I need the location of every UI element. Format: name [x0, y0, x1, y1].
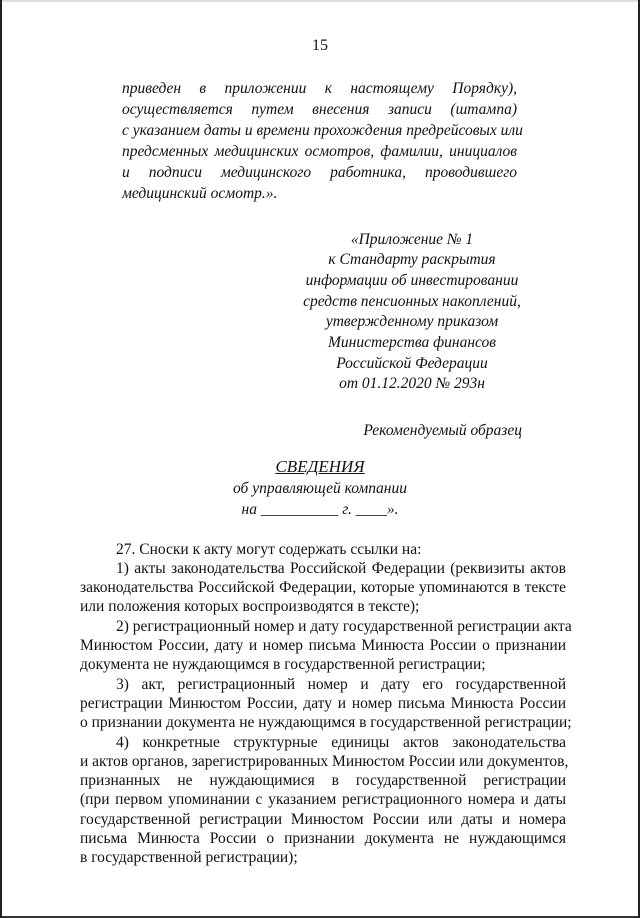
body-line: в государственной регистрации);: [80, 849, 298, 866]
body-line: Минюстом России, дату и номер письма Минюста России о признании: [80, 637, 566, 654]
body-line: 1) акты законодательства Российской Федерации (реквизиты актов: [116, 560, 566, 577]
intro-line: осуществляется путем внесения записи (штампа): [122, 101, 517, 118]
body-line: законодательства Российской Федерации, которые упоминаются в тексте: [80, 579, 566, 596]
intro-line: с указанием даты и времени прохождения предрейсовых или: [122, 122, 523, 139]
appendix-line: средств пенсионных накоплений,: [303, 293, 521, 310]
appendix-line: от 01.12.2020 № 293н: [339, 375, 485, 392]
body-line: письма Минюста России о признании документа не нуждающимся: [80, 830, 566, 847]
appendix-line: информации об инвестировании: [305, 272, 519, 289]
date-line: на __________ г. ____».: [241, 501, 399, 518]
body-line: 3) акт, регистрационный номер и дату его государственной: [116, 676, 566, 693]
document-title: СВЕДЕНИЯ: [275, 457, 365, 476]
sample-label: Рекомендуемый образец: [363, 422, 522, 439]
body-line: о признании документа не нуждающимся в государственной регистрации;: [80, 714, 572, 731]
intro-line: медицинский осмотр.».: [122, 185, 278, 202]
body-line: 4) конкретные структурные единицы актов законодательства: [116, 734, 566, 751]
intro-line: приведен в приложении к настоящему Порядку),: [122, 80, 517, 97]
body-line: (при первом упоминании с указанием регистрационного номера и даты: [80, 791, 566, 808]
intro-line: предсменных медицинских осмотров, фамилии, инициалов: [122, 143, 517, 160]
page-number: 15: [312, 37, 328, 54]
appendix-line: утвержденному приказом: [325, 313, 499, 330]
body-line: государственной регистрации Минюстом России или даты и номера: [80, 811, 566, 828]
body-line: признанных не нуждающимися в государственной регистрации: [80, 772, 566, 789]
appendix-line: Российской Федерации: [336, 355, 488, 372]
intro-line: и подписи медицинского работника, проводившего: [122, 164, 517, 181]
appendix-line: к Стандарту раскрытия: [328, 251, 496, 268]
body-line: 27. Сноски к акту могут содержать ссылки на:: [116, 541, 422, 558]
body-line: документа не нуждающимся в государственной регистрации;: [80, 656, 486, 673]
body-line: 2) регистрационный номер и дату государственной регистрации акта: [116, 618, 572, 635]
body-line: или положения которых воспроизводятся в тексте);: [80, 598, 420, 615]
appendix-line: Министерства финансов: [328, 334, 496, 351]
document-subtitle: об управляющей компании: [233, 480, 407, 497]
appendix-line: «Приложение № 1: [350, 231, 474, 248]
body-line: и актов органов, зарегистрированных Минюстом России или документов,: [80, 753, 569, 770]
body-line: регистрации Минюстом России, дату и номер письма Минюста России: [80, 695, 566, 712]
